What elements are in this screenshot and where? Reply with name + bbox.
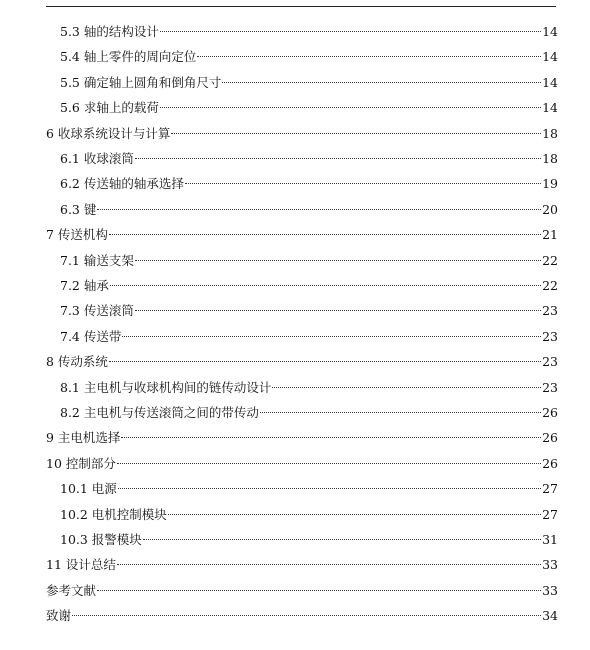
toc-dot-leader: [121, 437, 541, 438]
toc-dot-leader: [160, 31, 541, 32]
toc-entry-page-number: 26: [542, 456, 558, 471]
toc-dot-leader: [122, 336, 541, 337]
toc-dot-leader: [222, 82, 541, 83]
toc-entry-page-number: 22: [542, 253, 558, 268]
toc-entry-title: 7.2 轴承: [60, 278, 109, 293]
toc-entry[interactable]: [46, 124, 558, 144]
toc-dot-leader: [110, 285, 541, 286]
toc-entry-title: 8.2 主电机与传送滚筒之间的带传动: [60, 405, 259, 420]
toc-entry-page-number: 27: [542, 507, 558, 522]
toc-entry-page-number: 23: [542, 354, 558, 369]
toc-entry[interactable]: [46, 428, 558, 448]
toc-entry[interactable]: [60, 251, 558, 271]
toc-entry-page-number: 14: [542, 49, 558, 64]
toc-entry[interactable]: [60, 403, 558, 423]
toc-dot-leader: [109, 234, 541, 235]
toc-dot-leader: [117, 564, 541, 565]
toc-entry[interactable]: [46, 225, 558, 245]
toc-dot-leader: [272, 387, 541, 388]
toc-dot-leader: [185, 183, 541, 184]
toc-entry-title: 7.4 传送带: [60, 329, 122, 344]
toc-dot-leader: [118, 488, 541, 489]
toc-entry[interactable]: [60, 47, 558, 67]
toc-entry-page-number: 19: [542, 176, 558, 191]
toc-entry[interactable]: [60, 149, 558, 169]
toc-entry-title: 5.4 轴上零件的周向定位: [60, 49, 197, 64]
toc-entry[interactable]: [60, 327, 558, 347]
toc-entry[interactable]: [60, 530, 558, 550]
toc-entry[interactable]: [60, 98, 558, 118]
toc-entry[interactable]: [46, 606, 558, 626]
toc-entry-title: 7 传送机构: [46, 227, 108, 242]
toc-entry-page-number: 20: [542, 202, 558, 217]
toc-entry-title: 参考文献: [46, 583, 97, 598]
toc-entry[interactable]: [60, 200, 558, 220]
toc-entry-page-number: 14: [542, 24, 558, 39]
toc-entry[interactable]: [46, 454, 558, 474]
toc-entry-page-number: 23: [542, 303, 558, 318]
toc-entry-page-number: 27: [542, 481, 558, 496]
toc-entry-page-number: 26: [542, 405, 558, 420]
toc-entry-page-number: 18: [542, 126, 558, 141]
toc-entry[interactable]: [60, 22, 558, 42]
toc-dot-leader: [97, 590, 541, 591]
toc-entry-page-number: 21: [542, 227, 558, 242]
toc-dot-leader: [197, 56, 541, 57]
toc-entry[interactable]: [46, 555, 558, 575]
toc-entry-title: 10.1 电源: [60, 481, 117, 496]
toc-entry-page-number: 34: [542, 608, 558, 623]
toc-entry-title: 5.3 轴的结构设计: [60, 24, 159, 39]
toc-entry[interactable]: [60, 505, 558, 525]
toc-dot-leader: [160, 107, 541, 108]
toc-entry-title: 6.3 键: [60, 202, 97, 217]
toc-entry-title: 5.6 求轴上的载荷: [60, 100, 159, 115]
toc-dot-leader: [168, 514, 541, 515]
toc-entry-title: 8 传动系统: [46, 354, 108, 369]
toc-entry-page-number: 18: [542, 151, 558, 166]
toc-entry[interactable]: [60, 73, 558, 93]
header-rule: [46, 6, 556, 7]
toc-entry[interactable]: [60, 174, 558, 194]
toc-entry-page-number: 26: [542, 430, 558, 445]
toc-entry-page-number: 23: [542, 329, 558, 344]
toc-entry-page-number: 23: [542, 380, 558, 395]
toc-entry-page-number: 33: [542, 557, 558, 572]
toc-dot-leader: [135, 310, 541, 311]
toc-dot-leader: [260, 412, 541, 413]
toc-entry-title: 8.1 主电机与收球机构间的链传动设计: [60, 380, 272, 395]
toc-dot-leader: [72, 615, 541, 616]
toc-entry-title: 10.2 电机控制模块: [60, 507, 167, 522]
toc-entry-title: 11 设计总结: [46, 557, 116, 572]
toc-dot-leader: [109, 361, 541, 362]
toc-entry[interactable]: [46, 581, 558, 601]
toc-entry-page-number: 14: [542, 75, 558, 90]
toc-entry-title: 6.1 收球滚筒: [60, 151, 134, 166]
toc-entry-title: 10 控制部分: [46, 456, 116, 471]
toc-dot-leader: [135, 260, 541, 261]
toc-dot-leader: [171, 133, 541, 134]
toc-dot-leader: [143, 539, 541, 540]
toc-entry-title: 6 收球系统设计与计算: [46, 126, 171, 141]
toc-entry-page-number: 31: [542, 532, 558, 547]
toc-entry-title: 7.3 传送滚筒: [60, 303, 134, 318]
toc-dot-leader: [135, 158, 541, 159]
toc-entry-title: 9 主电机选择: [46, 430, 121, 445]
toc-entry-title: 5.5 确定轴上圆角和倒角尺寸: [60, 75, 222, 90]
toc-entry[interactable]: [60, 276, 558, 296]
toc-entry-page-number: 33: [542, 583, 558, 598]
toc-entry-title: 10.3 报警模块: [60, 532, 142, 547]
toc-entry[interactable]: [46, 352, 558, 372]
toc-entry-title: 6.2 传送轴的轴承选择: [60, 176, 184, 191]
toc-entry[interactable]: [60, 301, 558, 321]
toc-entry-page-number: 14: [542, 100, 558, 115]
toc-entry[interactable]: [60, 378, 558, 398]
toc-entry-page-number: 22: [542, 278, 558, 293]
toc-dot-leader: [117, 463, 541, 464]
toc-entry-title: 致谢: [46, 608, 72, 623]
toc-entry[interactable]: [60, 479, 558, 499]
toc-dot-leader: [97, 209, 541, 210]
toc-entry-title: 7.1 输送支架: [60, 253, 134, 268]
